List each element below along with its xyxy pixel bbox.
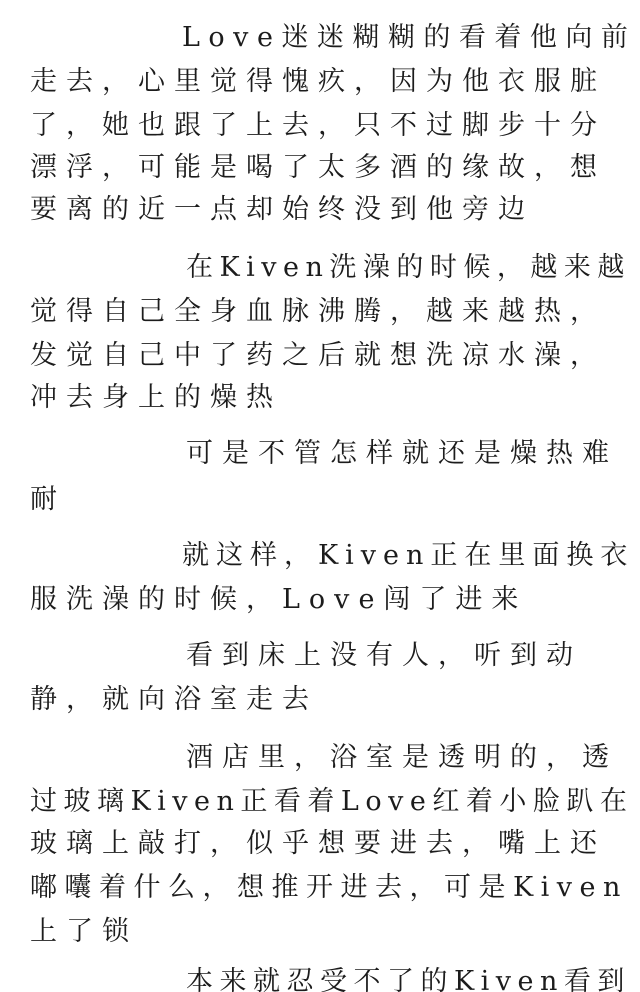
text-line: 要离的近一点却始终没到他旁边 — [30, 194, 534, 225]
text-line: 了，她也跟了上去，只不过脚步十分 — [30, 110, 606, 141]
text-line: 发觉自己中了药之后就想洗凉水澡， — [30, 340, 606, 371]
text-line: 耐 — [30, 484, 66, 515]
text-line: 觉得自己全身血脉沸腾，越来越热， — [30, 296, 606, 327]
text-line: 看到床上没有人，听到动 — [186, 640, 582, 671]
text-line: 在Kiven洗澡的时候，越来越 — [186, 252, 631, 283]
text-line: 过玻璃Kiven正看着Love红着小脸趴在 — [30, 786, 634, 817]
text-line: 漂浮，可能是喝了太多酒的缘故，想 — [30, 152, 606, 183]
text-line: 玻璃上敲打，似乎想要进去，嘴上还 — [30, 828, 606, 859]
text-line: 冲去身上的燥热 — [30, 382, 282, 413]
text-line: 可是不管怎样就还是燥热难 — [186, 438, 618, 469]
text-line: 酒店里，浴室是透明的，透 — [186, 742, 618, 773]
text-line: 就这样，Kiven正在里面换衣 — [182, 540, 635, 571]
text-line: 上了锁 — [30, 916, 138, 947]
text-line: 服洗澡的时候，Love闯了进来 — [30, 584, 528, 615]
text-line: Love迷迷糊糊的看着他向前 — [182, 22, 637, 53]
text-line: 静，就向浴室走去 — [30, 684, 318, 715]
text-line: 嘟囔着什么，想推开进去，可是Kiven — [30, 872, 628, 903]
text-line: 走去，心里觉得愧疚，因为他衣服脏 — [30, 66, 606, 97]
text-line: 本来就忍受不了的Kiven看到 — [186, 966, 631, 992]
